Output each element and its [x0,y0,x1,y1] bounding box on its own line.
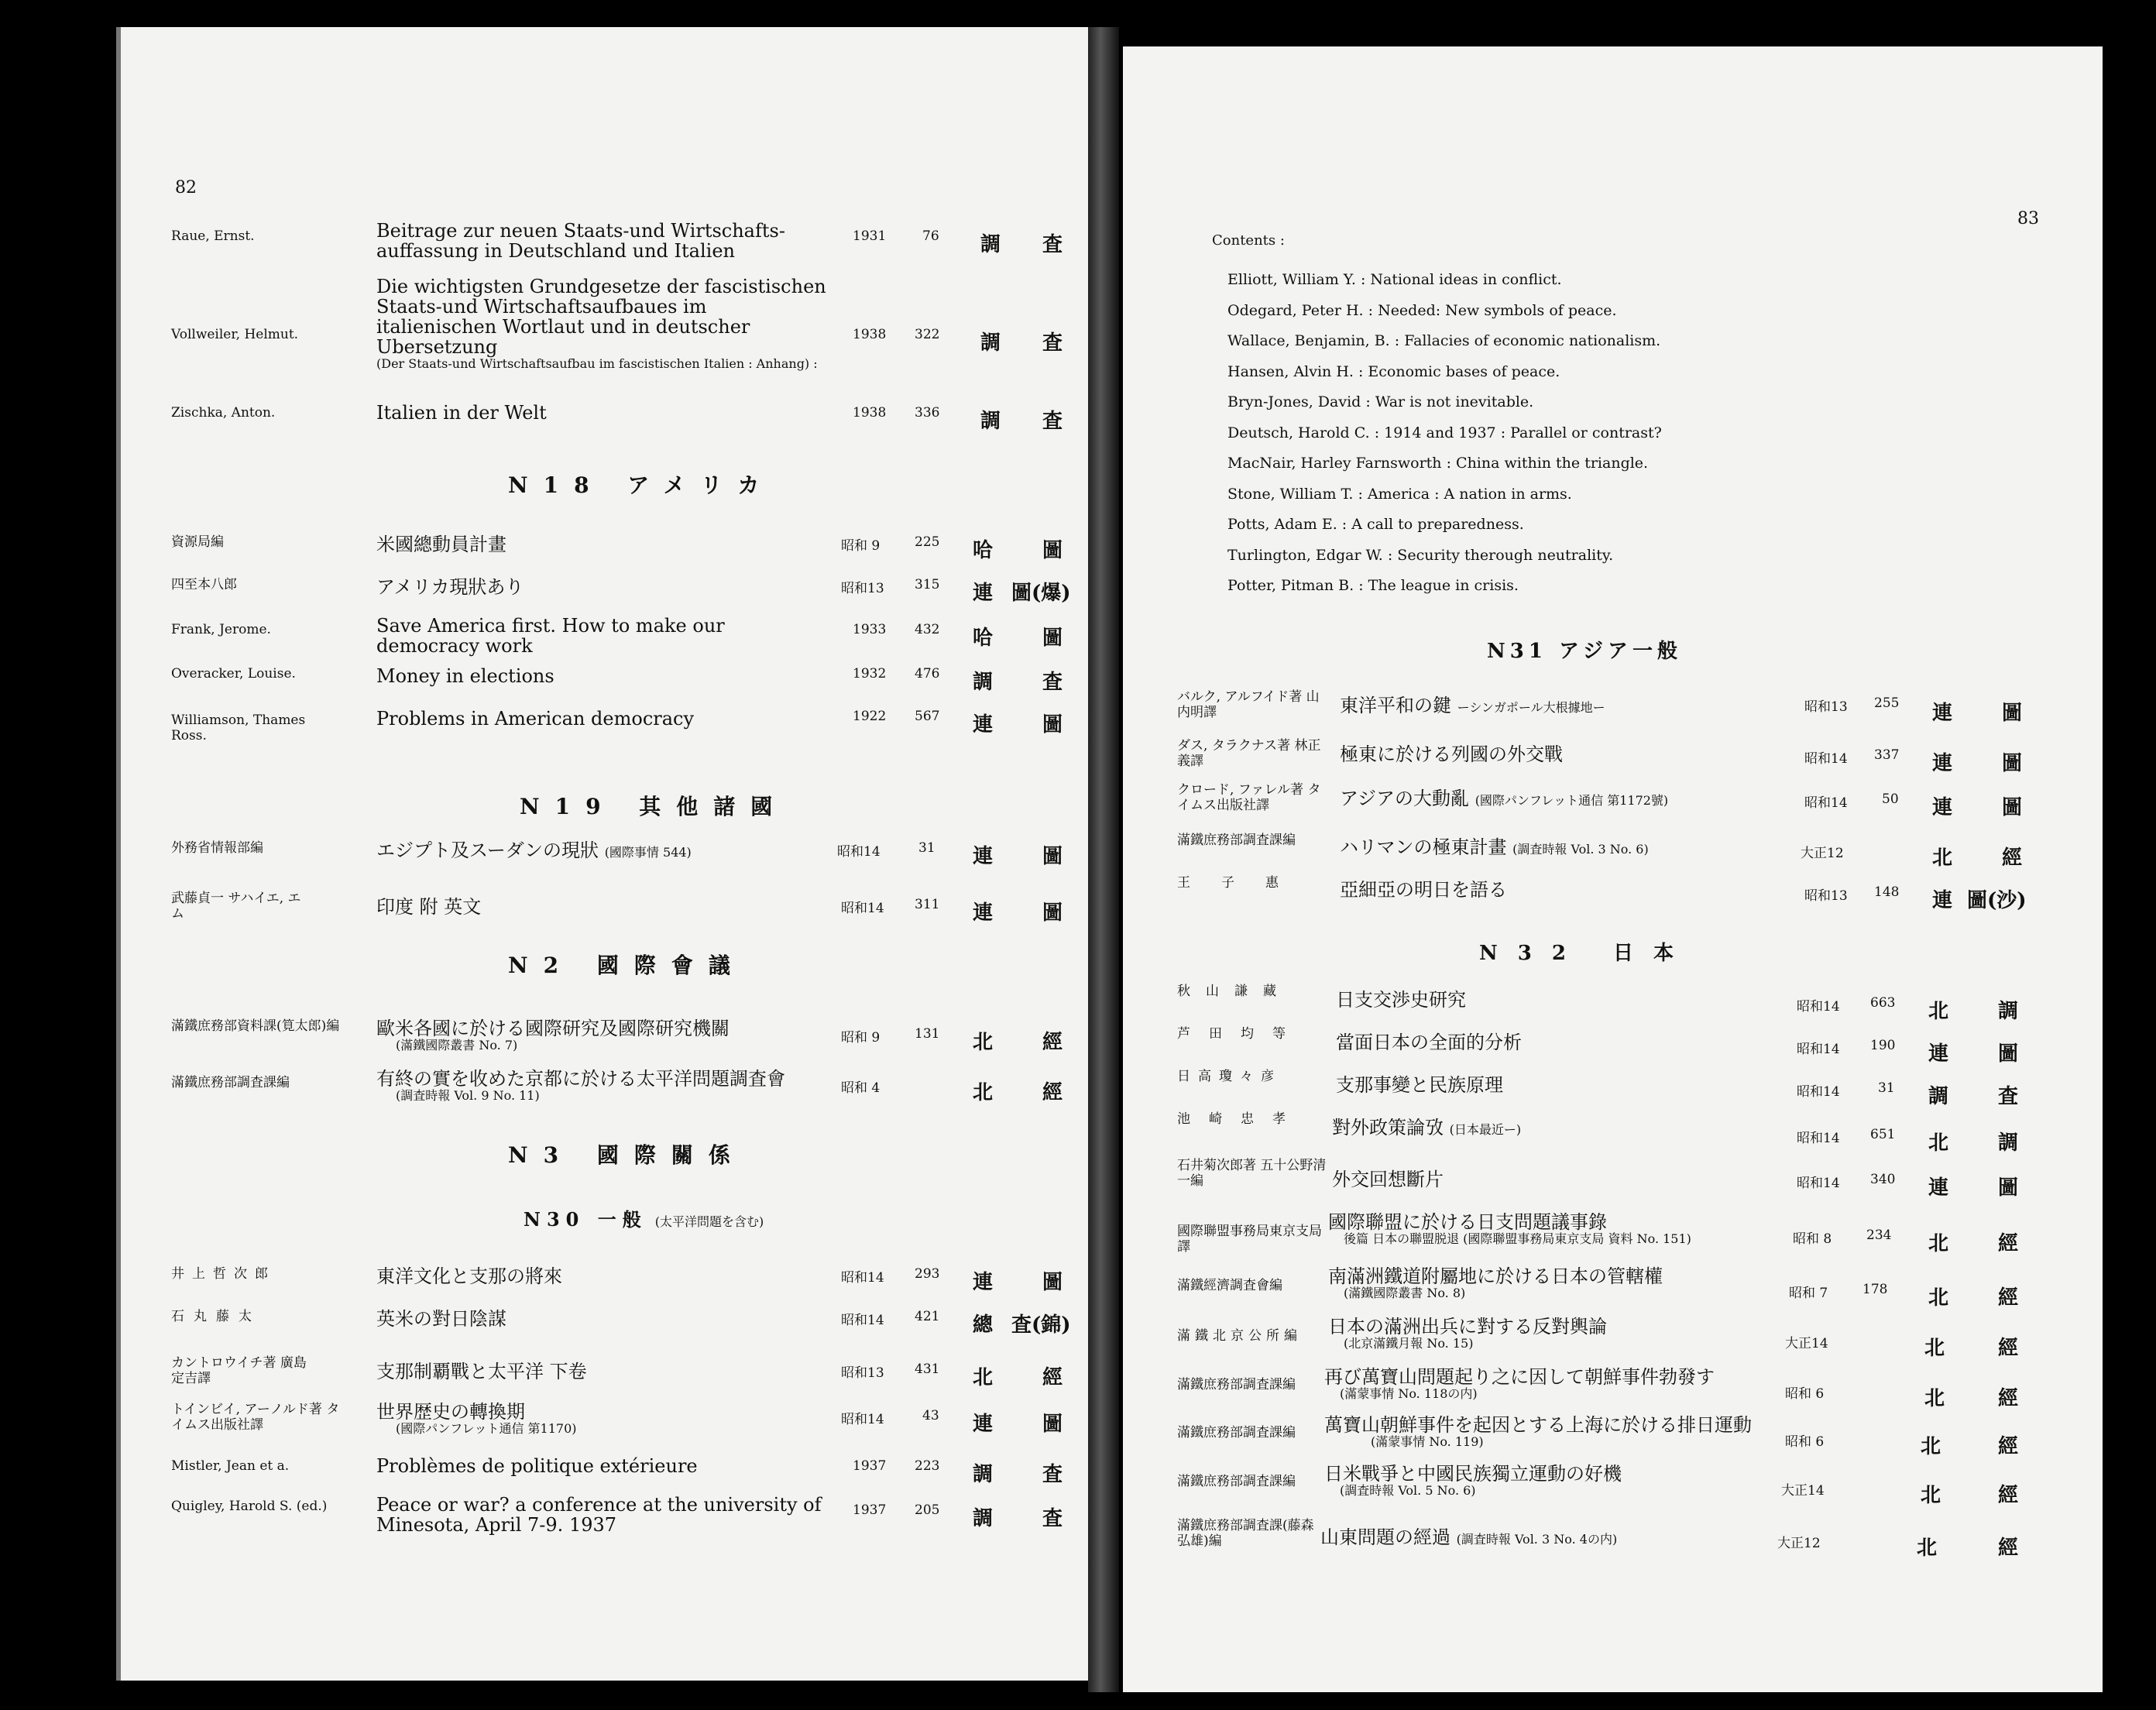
list-item [121,616,1089,659]
entry-location-2: 圖 [2002,796,2023,819]
entry-author: トインビイ, アーノルド著 タイムス出版社譯 [171,1402,340,1433]
entry-author: 滿鐵庶務部調査課編 [1177,1377,1296,1392]
entry-title [1324,1464,1797,1498]
entry-location-1: 北 [1917,1537,1938,1560]
entry-title: 支那制覇戰と太平洋 下卷 [376,1361,587,1382]
entry-pages: 50 [1882,791,1899,807]
book-gutter [1088,27,1119,1692]
entry-title [1340,788,1804,811]
entry-author: カントロウイチ著 廣島定吉譯 [171,1355,307,1386]
entry-pages: 131 [915,1026,940,1042]
entry-location-2: 調 [1998,1131,2019,1155]
entry-author: Raue, Ernst. [171,228,255,244]
entry-year: 大正14 [1785,1336,1828,1351]
entry-location-2: 經 [1042,1081,1063,1104]
entry-year: 昭和14 [1797,1042,1840,1057]
entry-year: 昭和14 [1804,795,1848,811]
entry-location-1: 北 [973,1366,994,1389]
list-item [1123,689,2103,733]
section-heading: N31 アジア一般 [1487,640,1682,663]
entry-author: 滿鐵庶務部調査課編 [171,1075,290,1090]
contents-item: Hansen, Alvin H. : Economic bases of peace. [1227,362,1560,380]
entry-author: 芦田均等 [1177,1026,1304,1042]
entry-pages: 340 [1870,1172,1896,1187]
entry-location-2: 圖 [1042,1413,1063,1436]
list-item [121,1309,1089,1352]
entry-location-1: 調 [980,331,1001,355]
entry-pages: 43 [922,1408,939,1423]
entry-location-2: 査 [1042,671,1063,694]
entry-location-1: 調 [1928,1085,1949,1108]
entry-pages: 225 [915,534,940,550]
entry-location-2: 經 [1998,1286,2019,1310]
entry-note: (國際パンフレット通信 第1172號) [1475,793,1669,808]
entry-author: Zischka, Anton. [171,405,276,421]
list-item [121,1018,1089,1062]
entry-note: (調査時報 Vol. 5 No. 6) [1340,1483,1476,1498]
entry-location-1: 北 [1928,1232,1949,1255]
entry-author: 四至本八郎 [171,577,237,592]
entry-note: (滿鐵國際叢書 No. 7) [396,1038,518,1052]
entry-title-text: 日本の滿洲出兵に對する反對輿論 [1328,1316,1607,1337]
entry-location-1: 連 [973,845,994,868]
contents-item: Turlington, Edgar W. : Security therough neutrality. [1227,546,1614,564]
contents-item: Stone, William T. : America : A nation in arms. [1227,485,1572,503]
entry-note: (調査時報 Vol. 3 No. 4の内) [1456,1532,1618,1547]
entry-location-1: 連 [1932,752,1953,775]
entry-title-text: 再び萬寶山問題起り之に因して朝鮮事件勃發す [1324,1366,1715,1388]
entry-pages: 432 [915,622,940,637]
entry-location-1: 連 [973,1413,994,1436]
list-item [1123,875,2103,919]
entry-author: Williamson, Thames Ross. [171,712,306,743]
entry-location-2: 圖 [2002,752,2023,775]
entry-location-1: 北 [973,1081,994,1104]
entry-location-2: 査 [1042,331,1063,355]
entry-location-2: 圖 [1042,901,1063,925]
entry-title: 英米の對日陰謀 [376,1308,506,1330]
entry-location-2: 査 [1998,1085,2019,1108]
entry-year: 昭和 8 [1793,1231,1832,1247]
entry-author: 日高瓊々彦 [1177,1069,1282,1084]
entry-location-2: 經 [1998,1537,2019,1560]
entry-location-2: 圖 [1042,539,1063,562]
list-item [121,1456,1089,1499]
entry-location-1: 北 [1921,1435,1941,1458]
entry-title: 極東に於ける列國の外交戰 [1340,743,1563,765]
list-item [1123,1460,2103,1507]
section-heading: N19 其他諸國 [520,794,788,819]
entry-year: 1933 [853,622,887,637]
entry-author: 池崎忠孝 [1177,1111,1304,1127]
entry-pages: 234 [1866,1228,1892,1243]
entry-author: Frank, Jerome. [171,622,271,637]
entry-author: 石井菊次郎著 五十公野清一編 [1177,1158,1327,1189]
entry-title-text: エジプト及スーダンの現狀 [376,840,599,861]
entry-pages: 567 [915,709,940,724]
entry-year: 昭和 9 [841,538,881,554]
entry-location-1: 連 [1928,1176,1949,1200]
section-heading: N32 日本 [1479,942,1694,965]
entry-year: 昭和14 [1797,1176,1840,1191]
entry-title: Save America first. How to make our democracy work [376,615,725,657]
entry-pages: 476 [915,666,940,682]
entry-title: Problèmes de politique extérieure [376,1455,698,1477]
entry-note: (滿蒙事情 No. 118の内) [1340,1386,1478,1401]
entry-pages: 431 [915,1361,940,1377]
entry-title: 亞細亞の明日を語る [1340,879,1507,901]
section-heading [524,1204,764,1231]
left-page [116,27,1089,1681]
entry-author: 滿鐵庶務部資料課(筧太郎)編 [171,1018,340,1034]
list-item [121,221,1089,264]
entry-location-1: 調 [980,233,1001,256]
entry-author: 王子惠 [1177,875,1310,891]
entry-title-text: ハリマンの極東計畫 [1340,836,1507,858]
list-item [121,891,1089,934]
entry-year: 1938 [853,405,887,421]
contents-list [1227,265,1662,602]
entry-title: Peace or war? a conference at the university of Minesota, April 7-9. 1937 [376,1494,822,1536]
entry-pages: 337 [1874,747,1900,763]
entry-title-text: 有終の實を收めた京都に於ける太平洋問題調査會 [376,1068,785,1090]
entry-pages: 322 [915,327,940,342]
entry-title: アメリカ現狀あり [376,576,524,598]
contents-item: Bryn-Jones, David : War is not inevitable. [1227,393,1534,410]
list-item [121,1355,1089,1399]
entry-title: 支那事變と民族原理 [1336,1074,1503,1096]
entry-author: 滿鐵庶務部調査課(藤森弘雄)編 [1177,1518,1314,1549]
entry-year: 昭和13 [841,581,884,596]
entry-location-2: 査 [1042,233,1063,256]
entry-pages: 293 [915,1266,940,1282]
entry-author: 滿鐵庶務部調査課編 [1177,1425,1296,1440]
entry-title-text: 東洋平和の鍵 [1340,695,1451,716]
entry-year: 昭和14 [841,901,884,916]
entry-year: 昭和14 [837,844,881,860]
list-item [121,1069,1089,1112]
entry-location-1: 哈 [973,539,994,562]
entry-title: 米國總動員計畫 [376,534,506,555]
list-item [121,840,1089,884]
entry-year: 昭和 4 [841,1080,881,1096]
list-item [121,1495,1089,1538]
contents-item: Odegard, Peter H. : Needed: New symbols of peace. [1227,301,1617,319]
entry-title-text: 歐米各國に於ける國際研究及國際研究機關 [376,1018,730,1039]
list-item [121,1402,1089,1445]
entry-location-2: 經 [1042,1366,1063,1389]
entry-year: 昭和 6 [1785,1434,1825,1450]
list-item [1123,1158,2103,1201]
entry-author: Overacker, Louise. [171,666,296,682]
entry-note: (調査時報 Vol. 9 No. 11) [396,1088,540,1103]
section-heading: N18 アメリカ [508,472,775,498]
list-item [1123,1313,2103,1360]
section-heading: N3 國際關係 [508,1142,746,1168]
entry-year: 1937 [853,1502,887,1518]
entry-title-text: アジアの大動亂 [1340,788,1470,809]
list-item [121,534,1089,578]
entry-pages: 205 [915,1502,940,1518]
entry-year: 昭和 6 [1785,1386,1825,1402]
entry-pages: 336 [915,405,940,421]
list-item [121,666,1089,709]
entry-location-2: 査 [1042,1507,1063,1530]
entry-location-2: 査 [1042,1463,1063,1486]
entry-year: 大正12 [1777,1536,1821,1551]
entry-title [1340,837,1804,860]
entry-year: 昭和 9 [841,1030,881,1046]
right-page [1123,46,2103,1692]
entry-author: クロード, ファレル著 タイムス出版社譯 [1177,782,1321,813]
list-item [1123,1363,2103,1410]
list-item [121,1266,1089,1310]
entry-author: Vollweiler, Helmut. [171,327,299,342]
entry-location-2: 圖 [1998,1042,2019,1066]
list-item [1123,1208,2103,1255]
entry-location-2: 圖 [1042,1271,1063,1294]
entry-note: (國際パンフレット通信 第1170) [396,1421,577,1436]
entry-author: 武藤貞一 サハイエ, エム [171,891,301,922]
entry-location-2: 圖 [1042,713,1063,737]
entry-pages: 76 [922,228,939,244]
entry-year: 昭和14 [1797,999,1840,1015]
list-item [1123,1026,2103,1070]
entry-title [1320,1527,1801,1550]
entry-author: Mistler, Jean et a. [171,1458,290,1474]
entry-author: 國際聯盟事務局東京支局譯 [1177,1224,1322,1255]
entry-author: Quigley, Harold S. (ed.) [171,1499,328,1514]
entry-title [1324,1415,1797,1449]
entry-location-1: 總 [973,1313,994,1337]
entry-title [376,840,829,863]
entry-author: バルク, アルフイド著 山内明譯 [1177,689,1320,720]
entry-location-2: 經 [1998,1435,2019,1458]
entry-year: 1931 [853,228,887,244]
entry-pages: 178 [1862,1282,1888,1297]
entry-note: 後篇 日本の聯盟脱退 (國際聯盟事務局東京支局 資料 No. 151) [1344,1231,1691,1246]
entry-title-text: Die wichtigsten Grundgesetze der fascistischen Staats-und Wirtschaftsaufbaues im italienischen Wortlaut und in deutscher Ubersetzung [376,276,826,358]
entry-note: (日本最近ー) [1449,1122,1522,1137]
entry-year: 1937 [853,1458,887,1474]
entry-location-1: 連 [1932,796,1953,819]
list-item [1123,1069,2103,1112]
entry-title [376,1069,833,1103]
entry-note: (北京滿鐵月報 No. 15) [1344,1336,1474,1351]
entry-author: 滿鐵經濟調査會編 [1177,1278,1282,1293]
entry-location-1: 北 [1932,846,1953,870]
entry-note: (滿蒙事情 No. 119) [1371,1434,1484,1449]
contents-item: Wallace, Benjamin, B. : Fallacies of economic nationalism. [1227,332,1661,349]
entry-author: 滿鐵庶務部調査課編 [1177,1474,1296,1489]
entry-location-2: 圖 [1998,1176,2019,1200]
list-item [1123,984,2103,1027]
entry-pages: 31 [1878,1080,1895,1096]
entry-title [1324,1367,1797,1401]
entry-author: ダス, タラクナス著 林正義譯 [1177,738,1321,769]
entry-location-1: 調 [973,671,994,694]
entry-location-2: 經 [2002,846,2023,870]
entry-title: 外交回想斷片 [1332,1169,1444,1190]
contents-item: Elliott, William Y. : National ideas in conflict. [1227,271,1562,288]
entry-pages: 31 [918,840,936,856]
entry-pages: 223 [915,1458,940,1474]
entry-year: 昭和14 [841,1313,884,1328]
entry-location-2: 經 [1998,1387,2019,1410]
entry-location-2: 査(錦) [1011,1313,1071,1337]
entry-title-text: 世界歴史の轉換期 [376,1401,525,1423]
entry-title-text: 南滿洲鐵道附屬地に於ける日本の管轄權 [1328,1265,1663,1287]
entry-title: Italien in der Welt [376,402,547,424]
entry-note: (調査時報 Vol. 3 No. 6) [1512,842,1649,857]
entry-location-1: 連 [1932,702,1953,725]
entry-location-1: 哈 [973,627,994,650]
entry-pages: 663 [1870,995,1896,1011]
entry-title-text: 國際聯盟に於ける日支問題議事錄 [1328,1211,1607,1233]
list-item [1123,1111,2103,1155]
entry-title [1328,1266,1797,1300]
contents-item: Deutsch, Harold C. : 1914 and 1937 : Parallel or contrast? [1227,424,1662,441]
contents-item: Potter, Pitman B. : The league in crisis. [1227,577,1519,594]
entry-year: 昭和14 [1804,751,1848,767]
entry-title [376,1018,833,1052]
contents-item: Potts, Adam E. : A call to preparedness. [1227,516,1524,533]
entry-title-text: 對外政策論攷 [1332,1117,1444,1138]
page-number: 83 [2017,209,2039,228]
entry-title: Money in elections [376,665,554,687]
entry-title-text: 日米戰爭と中國民族獨立運動の好機 [1324,1463,1622,1485]
entry-title: 當面日本の全面的分析 [1336,1032,1522,1053]
entry-location-1: 連 [973,901,994,925]
entry-year: 大正12 [1801,846,1844,861]
entry-author: 井上哲次郎 [171,1266,276,1282]
list-item [121,403,1089,446]
entry-pages: 421 [915,1309,940,1324]
list-item [1123,1510,2103,1560]
entry-location-1: 北 [1928,1131,1949,1155]
entry-location-1: 連 [973,1271,994,1294]
entry-location-2: 圖 [2002,702,2023,725]
entry-location-2: 査 [1042,410,1063,433]
entry-location-1: 連 [973,582,994,605]
entry-pages: 315 [915,577,940,592]
list-item [1123,833,2103,876]
section-heading: N2 國際會議 [508,953,746,978]
entry-title [1328,1317,1797,1351]
entry-note: (Der Staats-und Wirtschaftsaufbau im fascistischen Italien : Anhang) : [376,356,818,371]
section-heading-text: N30 一般 [524,1208,647,1231]
entry-location-1: 調 [973,1463,994,1486]
entry-location-2: 調 [1998,1000,2019,1023]
entry-author: 滿鐵北京公所編 [1177,1328,1302,1344]
entry-location-2: 圖(爆) [1011,582,1071,605]
entry-location-1: 北 [1924,1337,1945,1360]
entry-location-2: 經 [1042,1031,1063,1054]
entry-title [1328,1212,1797,1246]
entry-title-text: 山東問題の經過 [1320,1526,1450,1548]
entry-location-2: 經 [1998,1484,2019,1507]
entry-pages: 190 [1870,1038,1896,1053]
entry-location-1: 北 [973,1031,994,1054]
entry-title: 印度 附 英文 [376,896,482,918]
entry-title: Problems in American democracy [376,708,695,730]
entry-location-1: 北 [1928,1000,1949,1023]
contents-item: MacNair, Harley Farnsworth : China within the triangle. [1227,455,1649,472]
entry-location-1: 連 [973,713,994,737]
entry-title-text: 萬寶山朝鮮事件を起因とする上海に於ける排日運動 [1324,1414,1752,1436]
entry-location-2: 圖 [1042,627,1063,650]
entry-location-1: 連 [1928,1042,1949,1066]
page-number: 82 [175,178,197,197]
entry-author: 滿鐵庶務部調査課編 [1177,833,1296,848]
entry-location-2: 圖 [1042,845,1063,868]
entry-year: 昭和14 [1797,1131,1840,1146]
list-item [1123,1411,2103,1458]
entry-note: ーシンガポール大根據地ー [1457,700,1605,715]
entry-title [376,1402,833,1436]
entry-year: 1922 [853,709,887,724]
entry-year: 大正14 [1781,1483,1825,1499]
entry-title: 日支交渉史研究 [1336,989,1466,1011]
entry-location-1: 調 [980,410,1001,433]
entry-note: (國際事情 544) [604,845,692,860]
entry-year: 昭和13 [841,1365,884,1381]
entry-location-1: 北 [1924,1387,1945,1410]
entry-year: 昭和14 [841,1270,884,1286]
entry-pages: 311 [915,897,940,912]
list-item [1123,1262,2103,1310]
entry-year: 昭和 7 [1789,1286,1828,1301]
entry-location-1: 連 [1932,889,1953,912]
entry-year: 1938 [853,327,887,342]
entry-location-2: 經 [1998,1337,2019,1360]
entry-author: 秋山謙藏 [1177,984,1292,999]
entry-author: 外務省情報部編 [171,840,263,856]
list-item [1123,782,2103,826]
entry-title [1332,1118,1797,1140]
entry-pages: 148 [1874,884,1900,900]
list-item [121,709,1089,752]
entry-year: 昭和14 [1797,1084,1840,1100]
entry-note: (滿鐵國際叢書 No. 8) [1344,1286,1466,1300]
entry-year: 昭和14 [841,1412,884,1427]
entry-author: 資源局編 [171,534,224,550]
entry-pages: 255 [1874,695,1900,711]
section-subheading: (太平洋問題を含む) [654,1214,764,1229]
entry-location-1: 北 [1928,1286,1949,1310]
entry-location-2: 圖(沙) [1967,889,2027,912]
entry-author: 石丸藤太 [171,1309,261,1324]
entry-location-1: 調 [973,1507,994,1530]
list-item [1123,738,2103,781]
entry-location-2: 經 [1998,1232,2019,1255]
list-item [121,276,1089,371]
entry-title [376,276,829,371]
entry-title [1340,695,1804,718]
entry-title: 東洋文化と支那の將來 [376,1265,562,1287]
list-item [121,577,1089,620]
entry-year: 1932 [853,666,887,682]
entry-pages: 651 [1870,1127,1896,1142]
entry-location-1: 北 [1921,1484,1941,1507]
entry-year: 昭和13 [1804,888,1848,904]
entry-year: 昭和13 [1804,699,1848,715]
entry-title: Beitrage zur neuen Staats-und Wirtschafts-auffassung in Deutschland und Italien [376,220,785,262]
contents-heading: Contents : [1212,232,1285,249]
